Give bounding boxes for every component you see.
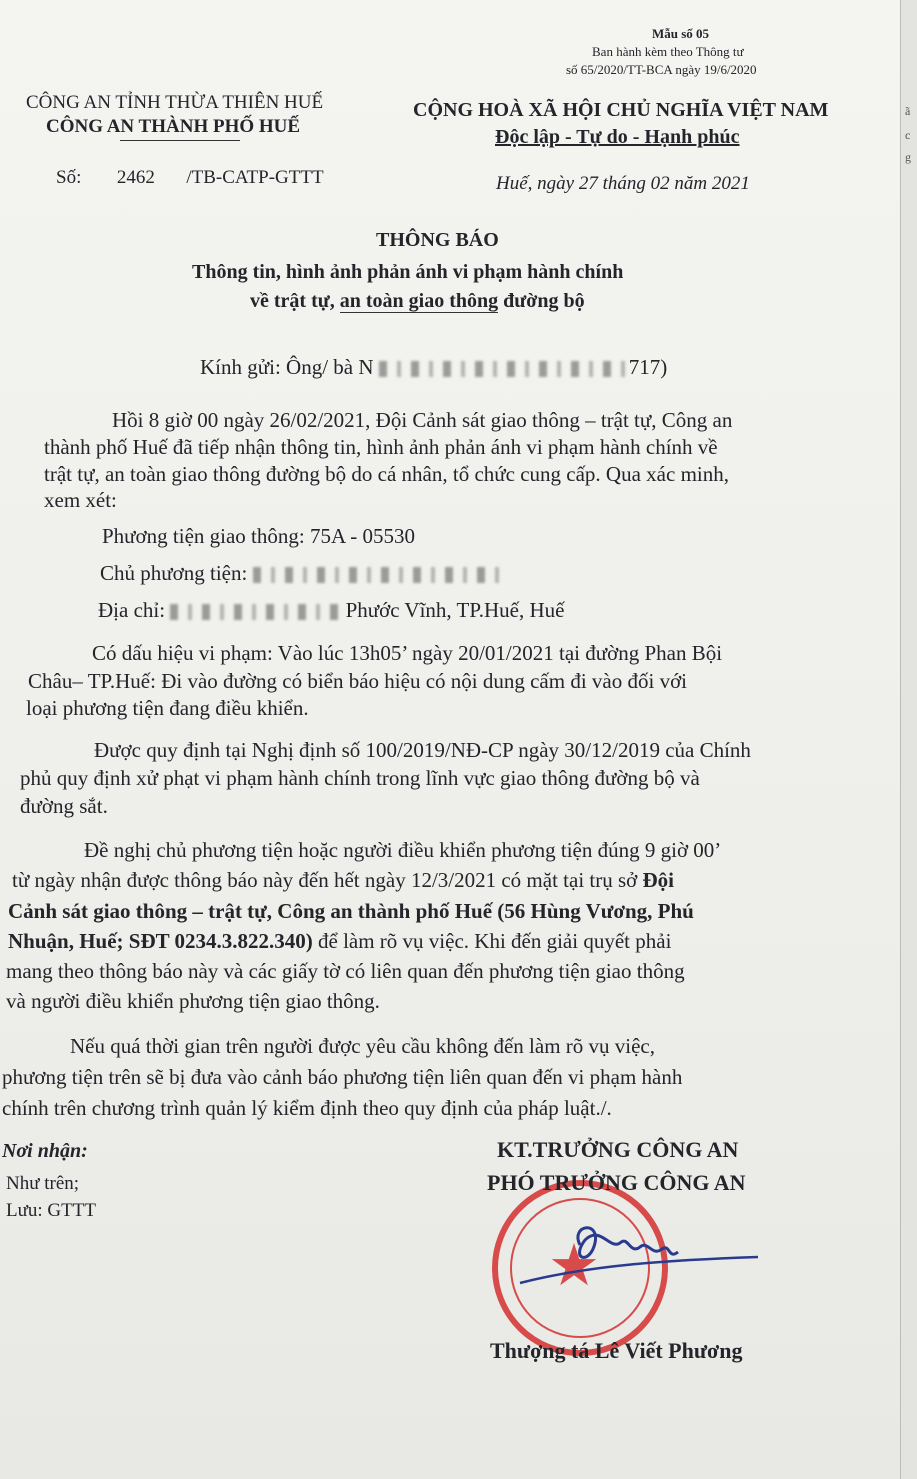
para4-line2 [12,865,674,895]
document-subtitle-2 [250,290,585,313]
document-title: THÔNG BÁO [376,229,499,251]
document-number [56,167,324,189]
so-number: 2462 [116,167,155,188]
so-suffix: /TB-CATP-GTTT [186,167,324,188]
para4-line5: mang theo thông báo này và các giấy tờ có liên quan đến phương tiện giao thông [6,959,685,983]
form-circular: số 65/2020/TT-BCA ngày 19/6/2020 [566,62,757,77]
para3-line3: đường sắt. [20,794,108,818]
redacted-owner [253,567,503,583]
so-label: Số: [56,167,82,188]
national-motto: Độc lập - Tự do - Hạnh phúc [495,126,740,148]
para4-line2-bold: Đội [642,868,675,892]
signer-title-2: PHÓ TRƯỞNG CÔNG AN [487,1170,746,1195]
recipients-label: Nơi nhận: [2,1140,88,1162]
para1-line1: Hồi 8 giờ 00 ngày 26/02/2021, Đội Cảnh sát giao thông – trật tự, Công an [112,408,733,432]
recipient-tail: 717) [628,355,668,379]
subtitle-part-a: về trật tự, [250,290,340,312]
issue-date: Huế, ngày 27 tháng 02 năm 2021 [496,173,750,194]
address-tail: Phước Vĩnh, TP.Huế, Huế [345,598,565,622]
subtitle-part-b: an toàn giao thông [339,290,499,312]
para3-line1: Được quy định tại Nghị định số 100/2019/NĐ-CP ngày 30/12/2019 của Chính [94,738,751,762]
handwritten-signature [510,1205,760,1299]
para2-line1: Có dấu hiệu vi phạm: Vào lúc 13h05’ ngày 20/01/2021 tại đường Phan Bội [92,641,723,665]
vehicle-plate: Phương tiện giao thông: 75A - 05530 [102,524,415,548]
recipient-item-1: Như trên; [6,1173,80,1194]
recipient-label: Kính gửi: Ông/ bà N [200,355,374,379]
para1-line3: trật tự, an toàn giao thông đường bộ do cá nhân, tổ chức cung cấp. Qua xác minh, [44,462,729,486]
redacted-address [170,604,340,620]
form-number: Mẫu số 05 [652,26,710,41]
owner-label: Chủ phương tiện: [100,561,248,585]
edge-glyph-2: c [905,128,911,142]
para4-line1: Đề nghị chủ phương tiện hoặc người điều khiển phương tiện đúng 9 giờ 00’ [84,838,722,862]
para5-line2: phương tiện trên sẽ bị đưa vào cảnh báo phương tiện liên quan đến vi phạm hành [2,1065,683,1089]
address-label: Địa chỉ: [98,598,166,622]
signer-name: Thượng tá Lê Viết Phương [490,1338,743,1363]
recipient-item-2: Lưu: GTTT [6,1200,96,1221]
national-title: CỘNG HOÀ XÃ HỘI CHỦ NGHĨA VIỆT NAM [413,99,829,121]
signer-title-1: KT.TRƯỞNG CÔNG AN [497,1137,739,1162]
para1-line4: xem xét: [44,488,117,512]
para1-line2: thành phố Huế đã tiếp nhận thông tin, hình ảnh phản ánh vi phạm hành chính về [44,435,718,459]
subtitle-part-c: đường bộ [498,290,585,312]
para4-line6: và người điều khiển phương tiện giao thông. [6,989,380,1013]
agency-parent: CÔNG AN TỈNH THỪA THIÊN HUẾ [26,92,324,113]
para3-line2: phủ quy định xử phạt vi phạm hành chính trong lĩnh vực giao thông đường bộ và [20,766,700,790]
recipient-line [200,352,667,382]
para2-line2: Châu– TP.Huế: Đi vào đường có biển báo hiệu có nội dung cấm đi vào đối với [28,669,688,693]
star-icon: ★ [548,1231,600,1299]
owner-address [98,595,564,625]
agency-name-text: CÔNG AN THÀNH PHỐ HUẾ [46,116,301,137]
para4-line4 [8,926,671,956]
para4-line3: Cảnh sát giao thông – trật tự, Công an thành phố Huế (56 Hùng Vương, Phú [8,899,694,923]
para5-line1: Nếu quá thời gian trên người được yêu cầu không đến làm rõ vụ việc, [70,1034,656,1058]
para4-line4-bold: Nhuận, Huế; SĐT 0234.3.822.340) [8,929,313,953]
redacted-name [379,361,629,377]
edge-glyph-3: g [905,150,911,164]
para4-line2-text: từ ngày nhận được thông báo này đến hết ngày 12/3/2021 có mặt tại trụ sở [12,868,643,892]
para4-line4-text: để làm rõ vụ việc. Khi đến giải quyết phải [312,929,672,953]
agency-name [46,116,300,138]
document-subtitle-1: Thông tin, hình ảnh phản ánh vi phạm hành chính [192,261,624,283]
form-issued: Ban hành kèm theo Thông tư [592,44,744,59]
vehicle-owner [100,558,503,588]
para5-line3: chính trên chương trình quản lý kiểm định theo quy định của pháp luật./. [2,1096,612,1120]
agency-underline [120,140,240,141]
edge-glyph-1: ã [905,104,911,118]
para2-line3: loại phương tiện đang điều khiển. [26,696,309,720]
adjacent-page-edge [900,0,917,1479]
